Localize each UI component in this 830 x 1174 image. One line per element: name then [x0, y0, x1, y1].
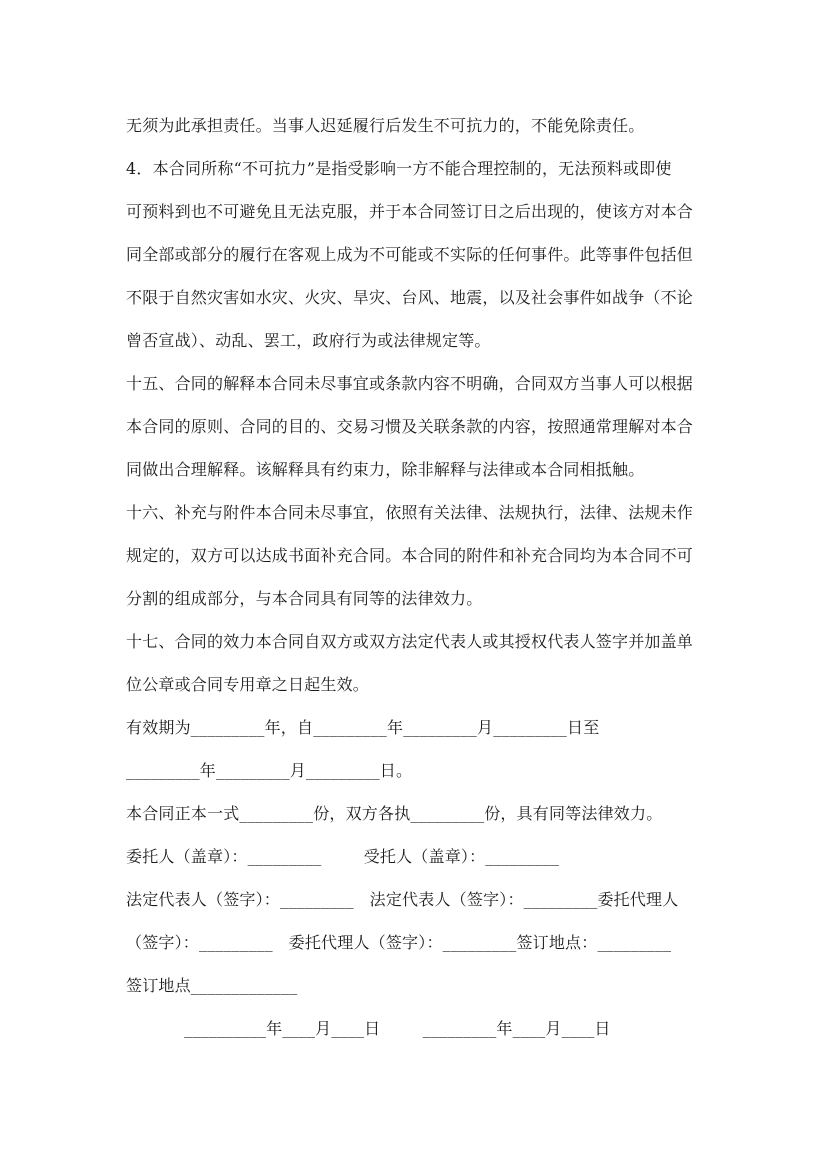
- text-line: （签字）：_________ 委托代理人（签字）：_________签订地点：_________: [126, 933, 672, 952]
- text-line: 同全部或部分的履行在客观上成为不可能或不实际的任何事件。此等事件包括但: [126, 245, 694, 264]
- text-line: 十六、补充与附件本合同未尽事宜，依照有关法律、法规执行，法律、法规未作: [126, 503, 694, 522]
- text-line: 十七、合同的效力本合同自双方或双方法定代表人或其授权代表人签字并加盖单: [126, 632, 694, 651]
- text-line: 规定的，双方可以达成书面补充合同。本合同的附件和补充合同均为本合同不可: [126, 546, 694, 565]
- text-line: 不限于自然灾害如水灾、火灾、旱灾、台风、地震，以及社会事件如战争（不论: [126, 288, 694, 307]
- text-line: 曾否宣战）、动乱、罢工，政府行为或法律规定等。: [126, 331, 491, 350]
- text-line: __________年____月____日 _________年____月____日: [126, 1019, 611, 1038]
- text-line: 无须为此承担责任。当事人迟延履行后发生不可抗力的，不能免除责任。: [126, 116, 645, 135]
- text-line: 十五、合同的解释本合同未尽事宜或条款内容不明确，合同双方当事人可以根据: [126, 374, 694, 393]
- text-line: 可预料到也不可避免且无法克服，并于本合同签订日之后出现的，使该方对本合: [126, 202, 694, 221]
- text-line: 同做出合理解释。该解释具有约束力，除非解释与法律或本合同相抵触。: [126, 460, 645, 479]
- text-line: 位公章或合同专用章之日起生效。: [126, 675, 370, 694]
- text-line: 有效期为_________年，自_________年_________月_________日至: [126, 718, 600, 737]
- text-line: 本合同的原则、合同的目的、交易习惯及关联条款的内容，按照通常理解对本合: [126, 417, 694, 436]
- text-line: 本合同正本一式_________份，双方各执_________份，具有同等法律效力。: [126, 804, 663, 823]
- text-line: 法定代表人（签字）：_________ 法定代表人（签字）：_________委托代理人: [126, 890, 679, 909]
- text-line: 分割的组成部分，与本合同具有同等的法律效力。: [126, 589, 483, 608]
- text-line: _________年_________月_________日。: [126, 761, 413, 780]
- text-line: 委托人（盖章）：_________ 受托人（盖章）：_________: [126, 847, 560, 866]
- text-line: 4．本合同所称“不可抗力”是指受影响一方不能合理控制的，无法预料或即使: [126, 159, 672, 178]
- text-line: 签订地点_____________: [126, 976, 298, 995]
